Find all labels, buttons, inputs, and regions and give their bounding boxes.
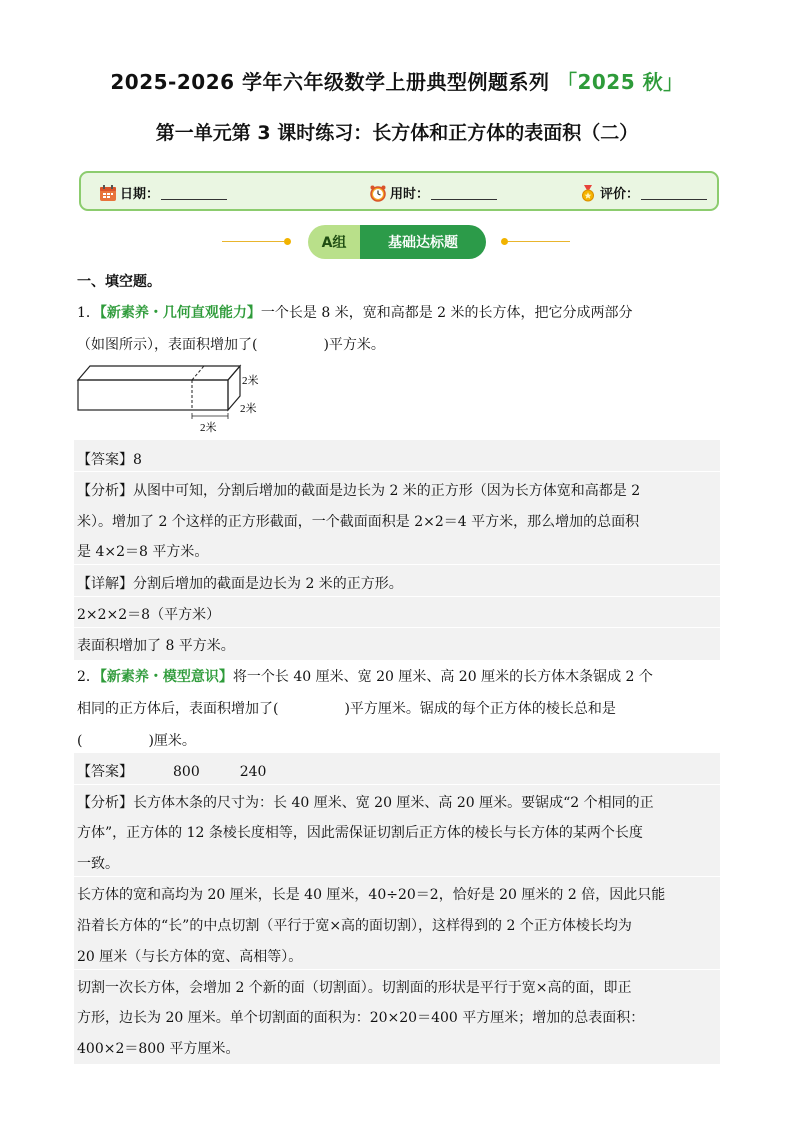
q1-text-b-post: )平方米。: [323, 337, 385, 353]
q1-analysis-2: 米）。增加了 2 个这样的正方形截面，一个截面面积是 2×2＝4 平方米，那么增加的总面积: [77, 514, 640, 530]
rating-field: [579, 183, 707, 202]
time-label: 用时：: [390, 187, 430, 202]
medal-icon: [579, 184, 597, 202]
divider-dot-left: [284, 238, 291, 245]
q2-analysis-5: 沿着长方体的“长”的中点切割（平行于宽×高的面切割），这样得到的 2 个正方体棱长均为: [77, 918, 632, 934]
q2-analysis-8: 方形，边长为 20 厘米。单个切割面的面积为：20×20＝400 平方厘米；增加的总表面积：: [77, 1010, 645, 1026]
q1-line-1: [77, 302, 633, 322]
q2-answer-1: 800: [173, 764, 200, 780]
info-bar: [79, 171, 719, 211]
group-letter: A组: [308, 225, 360, 259]
q2-analysis-4: 长方体的宽和高均为 20 厘米，长是 40 厘米，40÷20＝2，恰好是 20 厘米的 2 倍，因此只能: [77, 887, 666, 903]
q2-answer-label: 【答案】: [77, 764, 133, 780]
q2-text-c-pre: (: [77, 733, 83, 749]
group-label: 基础达标题: [360, 225, 486, 259]
divider-left: [222, 241, 284, 242]
calendar-icon: [99, 184, 117, 202]
alarm-clock-icon: [369, 184, 387, 202]
q2-analysis-9: 400×2＝800 平方厘米。: [77, 1041, 240, 1057]
q2-line-2: [77, 698, 616, 718]
q1-text-a: 一个长是 8 米，宽和高都是 2 米的长方体，把它分成两部分: [260, 305, 633, 321]
q2-answer: [77, 761, 266, 781]
q2-answer-block: [74, 753, 720, 1064]
rating-blank[interactable]: [641, 186, 707, 200]
cuboid-figure: [74, 360, 274, 440]
divider-dot-right: [501, 238, 508, 245]
title-tag: 「2025 秋」: [556, 70, 684, 94]
document-subtitle: 第一单元第 3 课时练习：长方体和正方体的表面积（二）: [155, 122, 639, 144]
figure-label-height: 2米: [242, 375, 259, 387]
section-title: 一、填空题。: [77, 274, 161, 290]
time-field: [369, 183, 497, 202]
q2-analysis-3: 一致。: [77, 856, 119, 872]
document-title: [0, 66, 794, 95]
q2-line-1: [77, 666, 653, 686]
q1-detail-2: 2×2×2＝8（平方米）: [77, 607, 221, 623]
q1-answer: 【答案】8: [77, 452, 142, 468]
q2-analysis-1: 【分析】长方体木条的尺寸为：长 40 厘米、宽 20 厘米、高 20 厘米。要锯成“2 个相同的正: [77, 795, 654, 811]
q2-line-3: [77, 730, 196, 750]
q2-analysis-7: 切割一次长方体，会增加 2 个新的面（切割面）。切割面的形状是平行于宽×高的面，即正: [77, 980, 632, 996]
q1-analysis-3: 是 4×2＝8 平方米。: [77, 544, 209, 560]
figure-label-cut: 2米: [200, 422, 217, 434]
q2-text-a: 将一个长 40 厘米、宽 20 厘米、高 20 厘米的长方体木条锯成 2 个: [232, 669, 653, 685]
time-blank[interactable]: [431, 186, 497, 200]
q1-line-2: [77, 334, 385, 354]
figure-label-width: 2米: [240, 403, 257, 415]
q2-tag: 【新素养・模型意识】: [99, 669, 233, 685]
q2-text-c-post: )厘米。: [148, 733, 196, 749]
q2-analysis-2: 方体”，正方体的 12 条棱长度相等，因此需保证切割后正方体的棱长与长方体的某两个长度: [77, 825, 643, 841]
q2-text-b-pre: 相同的正方体后，表面积增加了(: [77, 701, 279, 717]
q1-detail-1: 【详解】分割后增加的截面是边长为 2 米的正方形。: [77, 576, 403, 592]
q2-analysis-6: 20 厘米（与长方体的宽、高相等）。: [77, 949, 303, 965]
q1-text-b-pre: （如图所示），表面积增加了(: [77, 337, 258, 353]
q1-tag: 【新素养・几何直观能力】: [99, 305, 261, 321]
divider-right: [508, 241, 570, 242]
title-main: 2025-2026 学年六年级数学上册典型例题系列: [110, 70, 550, 94]
rating-label: 评价：: [600, 187, 640, 202]
group-badge: [308, 225, 486, 259]
q1-number: 1．: [77, 305, 100, 321]
q2-answer-2: 240: [239, 764, 267, 780]
q2-number: 2．: [77, 669, 100, 685]
date-field: [99, 183, 227, 202]
date-blank[interactable]: [161, 186, 227, 200]
q2-text-b-post: )平方厘米。锯成的每个正方体的棱长总和是: [344, 701, 616, 717]
q1-analysis-1: 【分析】从图中可知，分割后增加的截面是边长为 2 米的正方形（因为长方体宽和高都是 2: [77, 483, 641, 499]
q1-answer-block: [74, 440, 720, 660]
date-label: 日期：: [120, 187, 160, 202]
q1-detail-3: 表面积增加了 8 平方米。: [77, 638, 235, 654]
